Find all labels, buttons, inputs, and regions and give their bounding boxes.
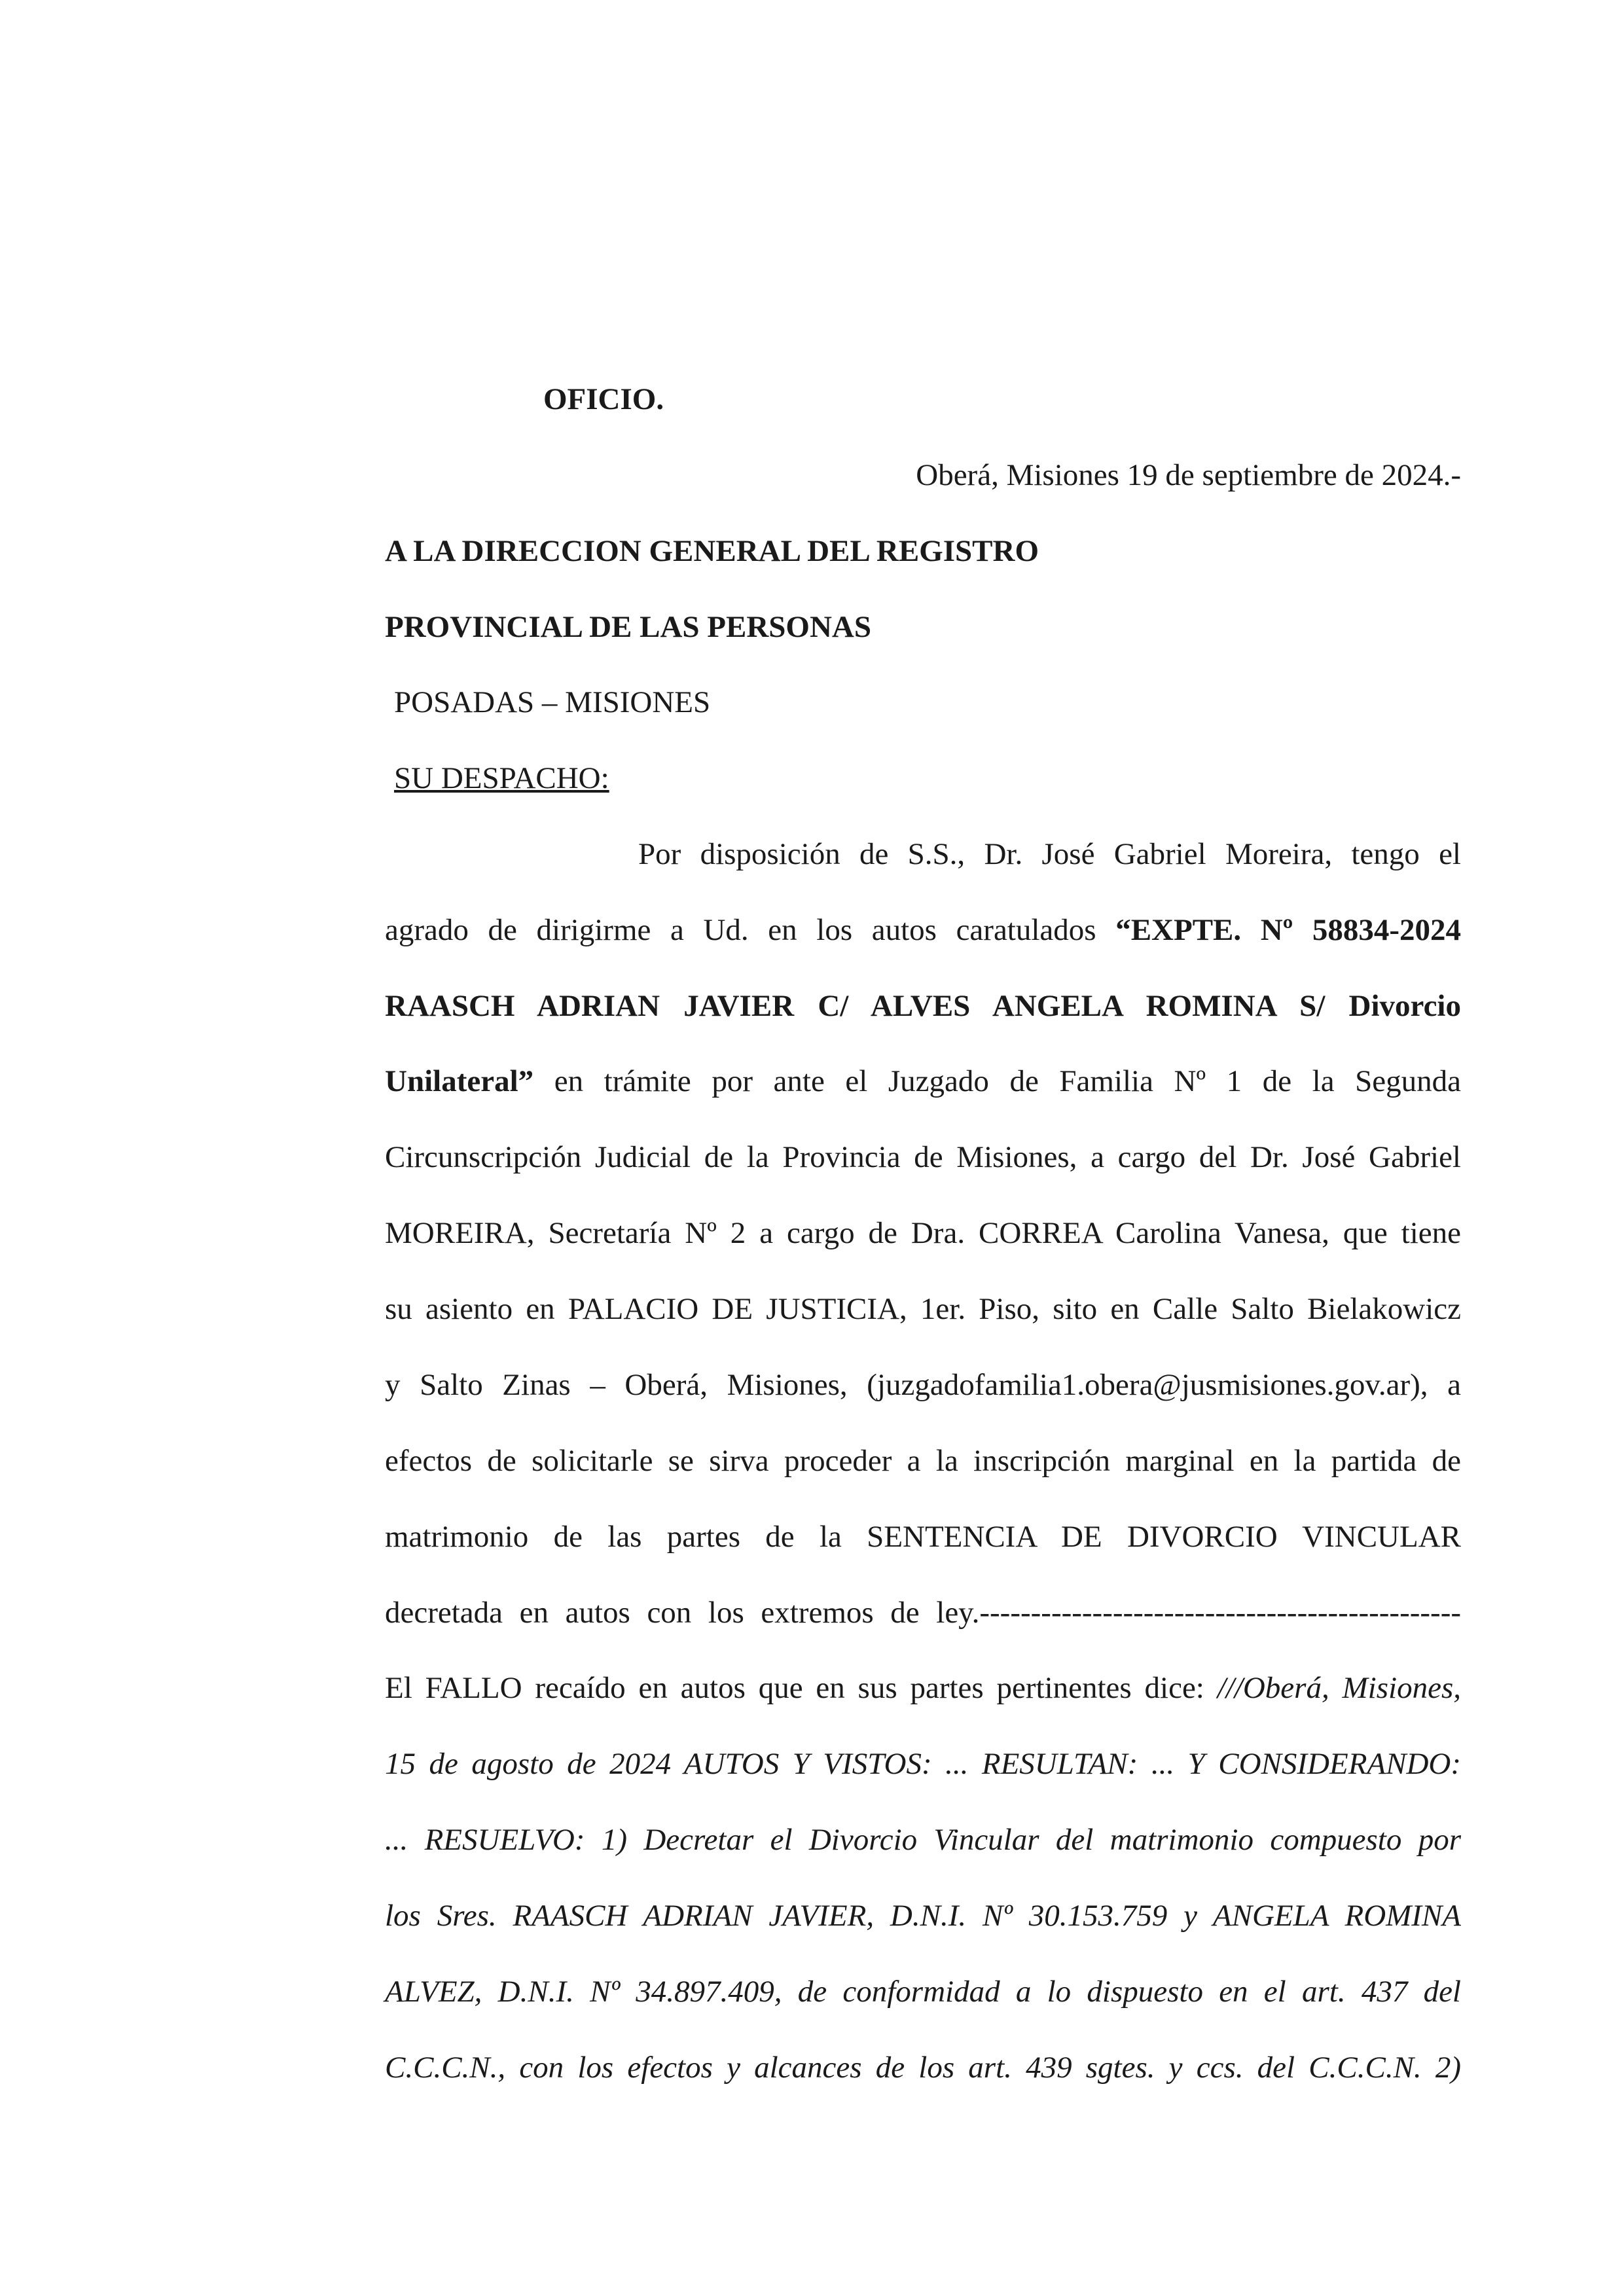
body-line-2-text: agrado de dirigirme a Ud. en los autos caratulados — [385, 913, 1116, 947]
body-line-7: su asiento en PALACIO DE JUSTICIA, 1er. Piso, sito en Calle Salto Bielakowicz — [385, 1292, 1461, 1326]
body-line-1: Por disposición de S.S., Dr. José Gabriel Moreira, tengo el — [638, 837, 1461, 871]
body-line-11: decretada en autos con los extremos de ley.----------------------------------------------- — [385, 1596, 1461, 1630]
body-line-4 — [385, 1062, 1461, 1101]
addressee-line-2: PROVINCIAL DE LAS PERSONAS — [385, 610, 872, 644]
ruling-quote-start: ///Oberá, Misiones, — [1217, 1671, 1461, 1705]
case-number: “EXPTE. Nº 58834-2024 — [1115, 913, 1461, 947]
addressee-line-1: A LA DIRECCION GENERAL DEL REGISTRO — [385, 534, 1039, 568]
body-line-5: Circunscripción Judicial de la Provincia de Misiones, a cargo del Dr. José Gabriel — [385, 1140, 1461, 1174]
ruling-line-4: ALVEZ, D.N.I. Nº 34.897.409, de conformidad a lo dispuesto en el art. 437 del — [385, 1975, 1461, 2009]
addressee-city: POSADAS – MISIONES — [394, 685, 711, 719]
ruling-line-3: los Sres. RAASCH ADRIAN JAVIER, D.N.I. Nº 30.153.759 y ANGELA ROMINA — [385, 1899, 1461, 1933]
body-line-12 — [385, 1668, 1461, 1708]
body-line-4-text: en trámite por ante el Juzgado de Familia Nº 1 de la Segunda — [533, 1064, 1461, 1098]
body-line-2 — [385, 910, 1461, 950]
body-line-3-case-title: RAASCH ADRIAN JAVIER C/ ALVES ANGELA ROMINA S/ Divorcio — [385, 989, 1461, 1023]
ruling-line-2: ... RESUELVO: 1) Decretar el Divorcio Vincular del matrimonio compuesto por — [385, 1823, 1461, 1857]
body-line-9: efectos de solicitarle se sirva proceder a la inscripción marginal en la partida de — [385, 1444, 1461, 1478]
body-line-8: y Salto Zinas – Oberá, Misiones, (juzgadofamilia1.obera@jusmisiones.gov.ar), a — [385, 1368, 1461, 1402]
ruling-line-1: 15 de agosto de 2024 AUTOS Y VISTOS: ... RESULTAN: ... Y CONSIDERANDO: — [385, 1747, 1461, 1781]
ruling-line-5: C.C.C.N., con los efectos y alcances de los art. 439 sgtes. y ccs. del C.C.C.N. 2) — [385, 2051, 1461, 2085]
addressee-salutation: SU DESPACHO: — [394, 761, 609, 795]
body-line-12-text: El FALLO recaído en autos que en sus partes pertinentes dice: — [385, 1671, 1218, 1705]
body-line-10: matrimonio de las partes de la SENTENCIA DE DIVORCIO VINCULAR — [385, 1520, 1461, 1554]
date-line: Oberá, Misiones 19 de septiembre de 2024.- — [916, 458, 1461, 492]
document-title: OFICIO. — [543, 382, 664, 416]
body-line-6: MOREIRA, Secretaría Nº 2 a cargo de Dra. CORREA Carolina Vanesa, que tiene — [385, 1216, 1461, 1250]
case-title-end: Unilateral” — [385, 1064, 534, 1098]
